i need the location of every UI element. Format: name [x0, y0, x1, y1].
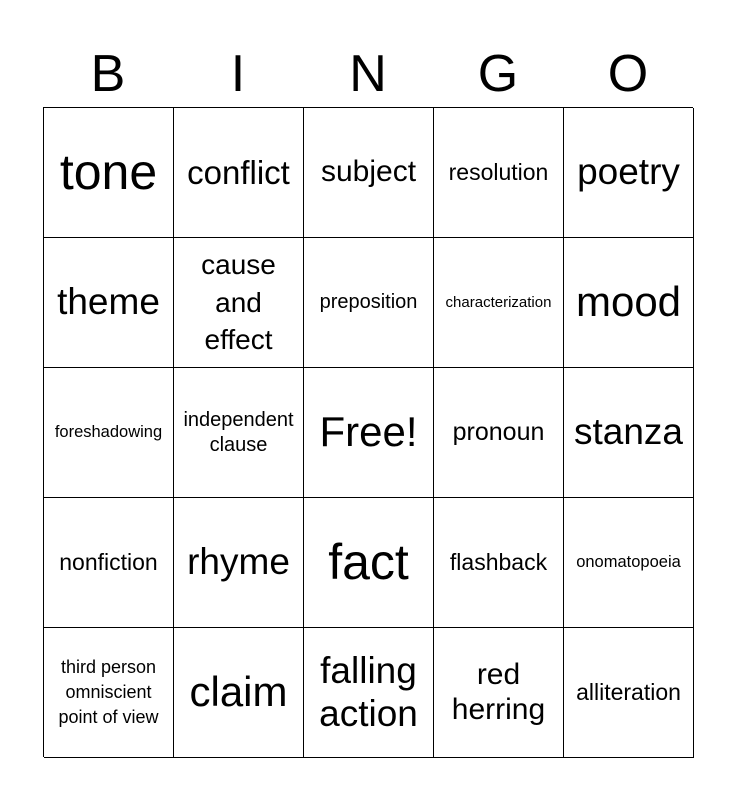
bingo-cell[interactable]: red herring	[434, 628, 564, 758]
bingo-cell[interactable]: pronoun	[434, 368, 564, 498]
bingo-cell[interactable]: preposition	[304, 238, 434, 368]
bingo-cell[interactable]: resolution	[434, 108, 564, 238]
bingo-cell[interactable]: fact	[304, 498, 434, 628]
bingo-board	[43, 107, 693, 757]
header-letter-i: I	[230, 45, 246, 103]
bingo-cell[interactable]: rhyme	[174, 498, 304, 628]
bingo-cell[interactable]: tone	[44, 108, 174, 238]
bingo-header	[43, 40, 693, 108]
free-space-cell[interactable]: Free!	[304, 368, 434, 498]
bingo-cell[interactable]: independent clause	[174, 368, 304, 498]
bingo-cell[interactable]: onomatopoeia	[564, 498, 694, 628]
bingo-cell[interactable]: theme	[44, 238, 174, 368]
bingo-cell[interactable]: mood	[564, 238, 694, 368]
header-letter-o: O	[607, 45, 649, 103]
bingo-cell[interactable]: third person omniscient point of view	[44, 628, 174, 758]
header-letter-g: G	[477, 45, 519, 103]
bingo-cell[interactable]: poetry	[564, 108, 694, 238]
bingo-cell[interactable]: nonfiction	[44, 498, 174, 628]
header-letter-b: B	[90, 45, 126, 103]
bingo-cell[interactable]: falling action	[304, 628, 434, 758]
bingo-cell[interactable]: characterization	[434, 238, 564, 368]
bingo-cell[interactable]: foreshadowing	[44, 368, 174, 498]
bingo-cell[interactable]: subject	[304, 108, 434, 238]
bingo-cell[interactable]: claim	[174, 628, 304, 758]
bingo-cell[interactable]: cause and effect	[174, 238, 304, 368]
bingo-cell[interactable]: alliteration	[564, 628, 694, 758]
bingo-cell[interactable]: stanza	[564, 368, 694, 498]
bingo-cell[interactable]: flashback	[434, 498, 564, 628]
header-letter-n: N	[349, 45, 387, 103]
bingo-cell[interactable]: conflict	[174, 108, 304, 238]
